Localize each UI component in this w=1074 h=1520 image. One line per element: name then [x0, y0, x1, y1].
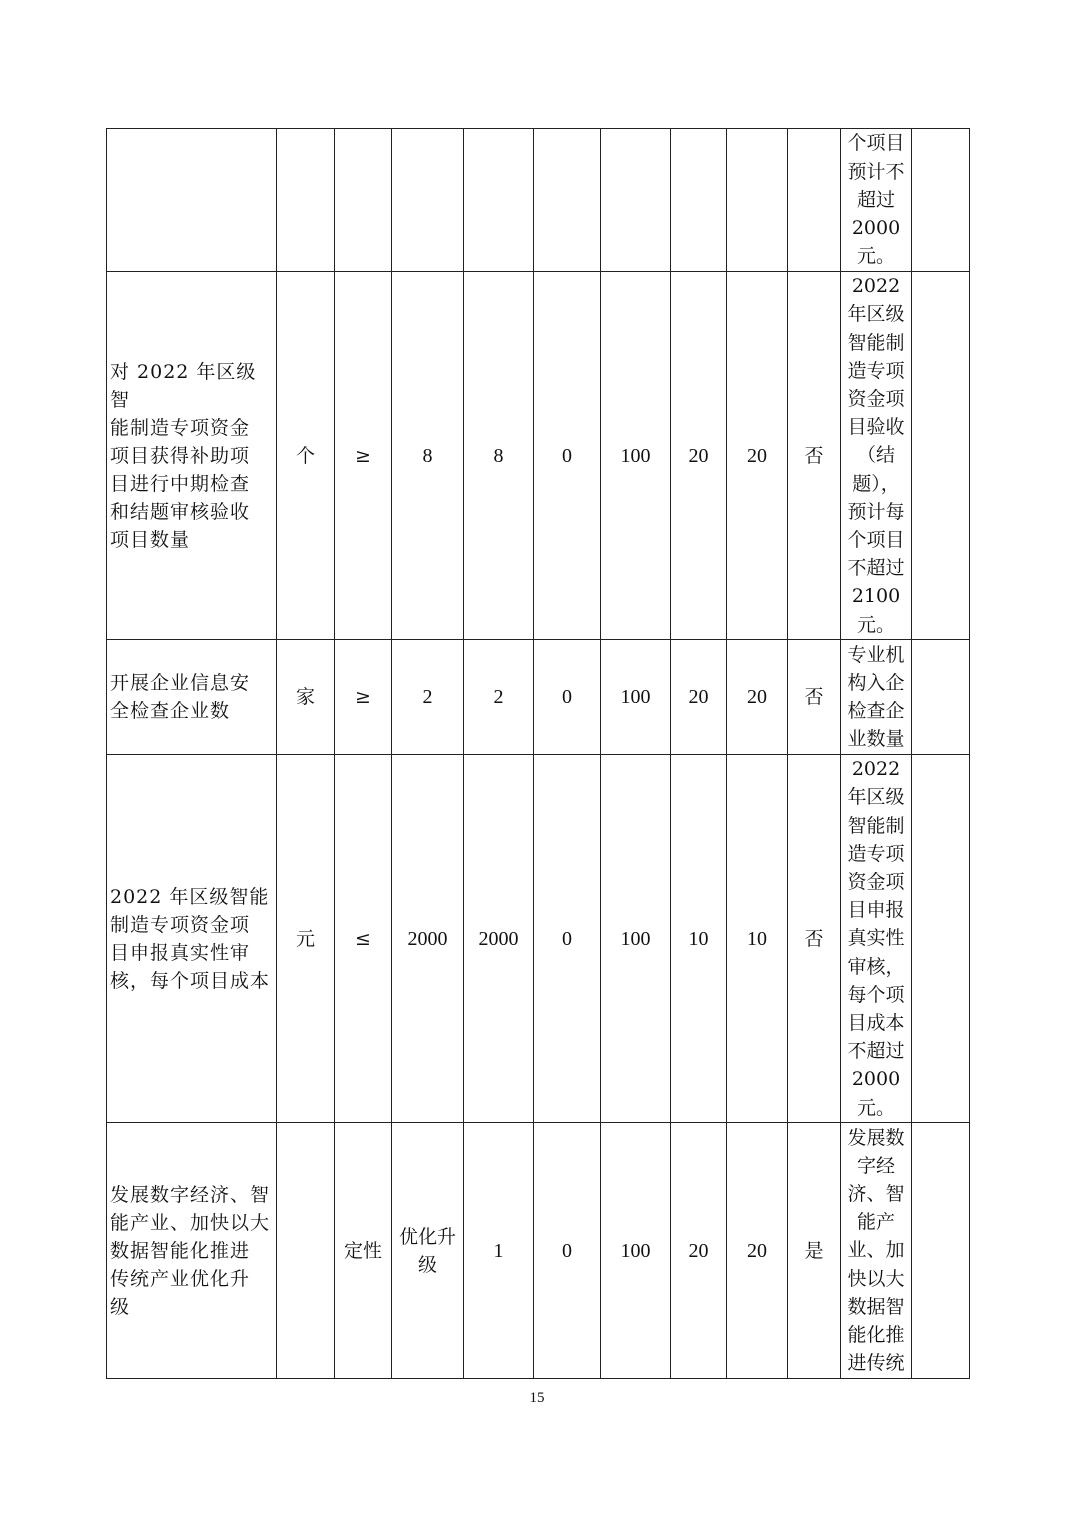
cell-extra [912, 1123, 970, 1379]
cell-actual [464, 129, 534, 272]
performance-indicator-table [106, 128, 970, 1379]
cell-rate: 100 [601, 755, 671, 1123]
cell-weight: 20 [671, 1123, 727, 1379]
cell-rate: 100 [601, 640, 671, 755]
cell-operator: ≤ [335, 755, 392, 1123]
cell-weight: 10 [671, 755, 727, 1123]
cell-flag: 是 [788, 1123, 841, 1379]
cell-operator: 定性 [335, 1123, 392, 1379]
cell-unit [277, 129, 335, 272]
cell-note: 发展数 字经 济、智 能产 业、加 快以大 数据智 能化推 进传统 [841, 1123, 912, 1379]
cell-deviation: 0 [534, 755, 601, 1123]
cell-target: 2000 [392, 755, 464, 1123]
cell-operator: ≥ [335, 640, 392, 755]
cell-rate: 100 [601, 1123, 671, 1379]
cell-operator: ≥ [335, 272, 392, 640]
cell-deviation [534, 129, 601, 272]
cell-target [392, 129, 464, 272]
cell-flag: 否 [788, 272, 841, 640]
table-row [107, 755, 970, 1123]
cell-deviation: 0 [534, 272, 601, 640]
cell-weight [671, 129, 727, 272]
cell-note: 个项目 预计不 超过 2000 元。 [841, 129, 912, 272]
cell-indicator: 2022 年区级智能 制造专项资金项 目申报真实性审 核，每个项目成本 [107, 755, 277, 1123]
cell-indicator: 开展企业信息安 全检查企业数 [107, 640, 277, 755]
table-row [107, 129, 970, 272]
cell-deviation: 0 [534, 640, 601, 755]
cell-weight: 20 [671, 272, 727, 640]
cell-note: 2022 年区级 智能制 造专项 资金项 目申报 真实性 审核， 每个项 目成本 不超过 2000 元。 [841, 755, 912, 1123]
cell-score: 20 [727, 640, 788, 755]
cell-rate: 100 [601, 272, 671, 640]
table-row [107, 272, 970, 640]
cell-unit [277, 1123, 335, 1379]
cell-indicator: 发展数字经济、智 能产业、加快以大 数据智能化推进 传统产业优化升 级 [107, 1123, 277, 1379]
cell-unit: 个 [277, 272, 335, 640]
cell-flag: 否 [788, 640, 841, 755]
cell-target: 8 [392, 272, 464, 640]
cell-extra [912, 640, 970, 755]
cell-indicator: 对 2022 年区级智 能制造专项资金 项目获得补助项 目进行中期检查 和结题审核验收 项目数量 [107, 272, 277, 640]
cell-score [727, 129, 788, 272]
table-row [107, 640, 970, 755]
cell-actual: 2 [464, 640, 534, 755]
cell-unit: 元 [277, 755, 335, 1123]
cell-score: 20 [727, 1123, 788, 1379]
page-number: 15 [529, 1390, 545, 1406]
cell-extra [912, 272, 970, 640]
cell-operator [335, 129, 392, 272]
cell-flag: 否 [788, 755, 841, 1123]
cell-extra [912, 129, 970, 272]
cell-actual: 8 [464, 272, 534, 640]
cell-actual: 2000 [464, 755, 534, 1123]
cell-score: 10 [727, 755, 788, 1123]
cell-rate [601, 129, 671, 272]
cell-flag [788, 129, 841, 272]
cell-deviation: 0 [534, 1123, 601, 1379]
cell-unit: 家 [277, 640, 335, 755]
table-row [107, 1123, 970, 1379]
cell-target: 优化升 级 [392, 1123, 464, 1379]
cell-actual: 1 [464, 1123, 534, 1379]
cell-note: 2022 年区级 智能制 造专项 资金项 目验收 （结 题）， 预计每 个项目 不超过 2100 元。 [841, 272, 912, 640]
cell-target: 2 [392, 640, 464, 755]
cell-extra [912, 755, 970, 1123]
cell-note: 专业机 构入企 检查企 业数量 [841, 640, 912, 755]
cell-score: 20 [727, 272, 788, 640]
cell-indicator [107, 129, 277, 272]
cell-weight: 20 [671, 640, 727, 755]
